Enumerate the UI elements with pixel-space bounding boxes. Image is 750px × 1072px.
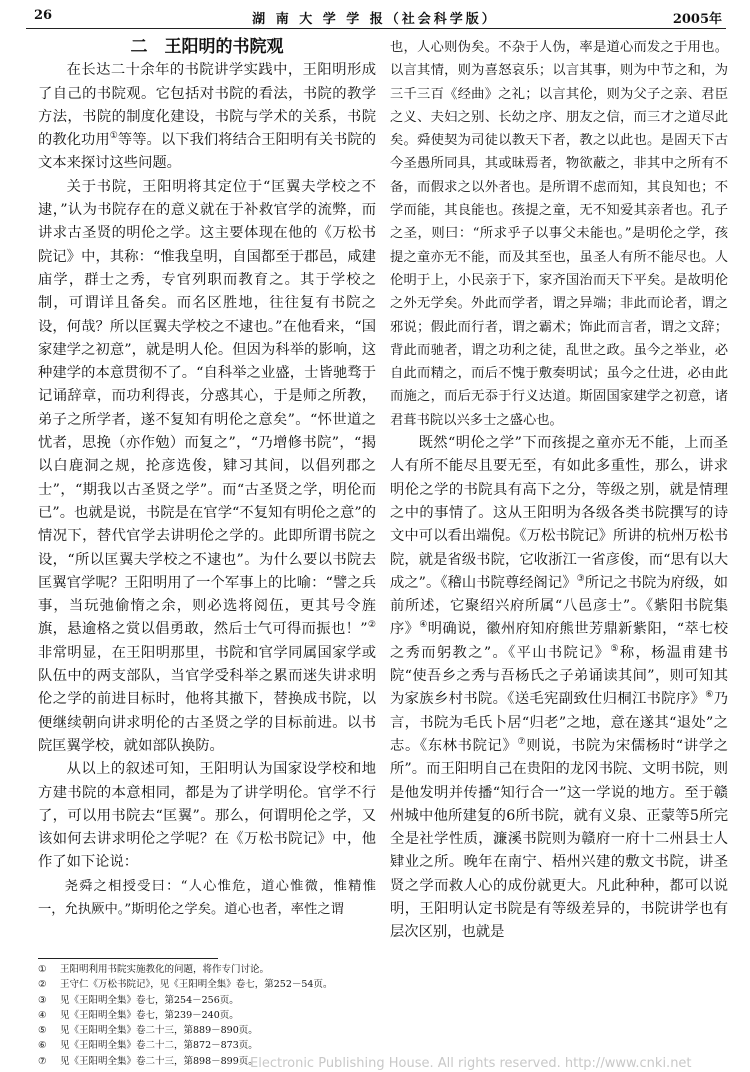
footnote: ⑥ 见《王阳明全集》卷二十二，第872－873页。: [38, 1040, 258, 1052]
page-header: [0, 0, 750, 30]
footnote: ⑦ 见《王阳明全集》卷二十三，第898－899页。: [38, 1055, 258, 1067]
paragraph: 关于书院，王阳明将其定位于“匡翼夫学校之不逮，”认为书院存在的意义就在于补救官学的流弊，而讲求古圣贤的明伦之学。这主要体现在他的《万松书院记》中，其称：“惟我皇明，自国都至于郡邑，咸建庙学，群士之秀，专官列职而教育之。其于学校之制，可谓详且备矣。而名区胜地，往往复有书院之设，何哉？所以匡翼夫学校之不逮也。”在他看来，“国家建学之初意”，就是明人伦。但因为科举的影响，这种建学的本意贯彻不了。“自科举之业盛，士皆驰骛于记诵辞章，而功利得丧，分惑其心，于是师之所教，弟子之所学者，遂不复知有明伦之意矣”。“怀世道之忧者，思挽（亦作勉）而复之”，“乃增修书院”，“揭以白鹿洞之规，抡彦选俊，肄习其间，以倡列郡之士”，“期我以古圣贤之学”。而“古圣贤之学，明伦而已”。也就是说，书院是在官学“不复知有明伦之意”的情况下，替代官学去讲明伦之学的。此即所谓书院之设，“所以匡翼夫学校之不逮也”。为什么要以书院去匡翼官学呢？王阳明用了一个军事上的比喻：“譬之兵事，当玩弛偷惰之余，则必选将阅伍，更其号令旌旗，悬逾格之赏以倡勇敢，然后士气可得而振也！”②非常明显，在王阳明那里，书院和官学同属国家学或队伍中的两支部队，当官学受科举之累而迷失讲求明伦之学的前进目标时，他将其撤下，替换成书院，以便继续朝向讲求明伦的古圣贤之学的目标前进。以书院匡翼学校，就如部队换防。: [38, 178, 376, 754]
footnote-ref[interactable]: ③: [576, 574, 585, 585]
footnote: ④ 见《王阳明全集》卷七，第239－240页。: [38, 1009, 239, 1021]
footnote-divider: [38, 958, 218, 959]
paragraph: 在长达二十余年的书院讲学实践中，王阳明形成了自己的书院观。它包括对书院的看法，书院的教学方法，书院的制度化建设，书院与学术的关系，书院的教化功用①等等。以下我们将结合王阳明有关书院的文本来探讨这些问题。: [38, 62, 377, 172]
footnote-ref[interactable]: ④: [419, 620, 428, 631]
footnotes: [38, 962, 718, 1069]
footnote: ② 王守仁《万松书院记》，见《王阳明全集》卷七，第252－54页。: [38, 979, 333, 991]
page-number: 26: [34, 8, 53, 23]
paragraph: 既然“明伦之学”下而孩提之童亦无不能，上而圣人有所不能尽且要无至，有如此多重性，那么，讲求明伦之学的书院具有高下之分，等级之别，就是情理之中的事情了。这从王阳明为各级各类书院撰写的诗文中可以看出端倪。《万松书院记》所讲的杭州万松书院，就是省级书院，它收浙江一省彦俊，而“思有以大成之”。《稽山书院尊经阁记》③所记之书院为府级，如前所述，它聚绍兴府所属“八邑彦士”。《紫阳书院集序》④明确说，徽州府知府熊世芳鼎新紫阳，“萃七校之秀而躬教之”。《平山书院记》⑤称，杨温甫建书院“使吾乡之秀与吾杨氏之子弟诵读其间”，则可知其为家族乡村书院。《送毛宪副致仕归桐江书院序》⑥乃言，书院为毛氏卜居“归老”之地，意在遂其“退处”之志。《东林书院记》⑦则说，书院为宋儒杨时“讲学之所”。而王阳明自己在贵阳的龙冈书院、文明书院，则是他发明并传播“知行合一”这一学说的地方。至于赣州城中他所建复的6所书院，就有义泉、正蒙等5所完全是社学性质，濂溪书院则为赣府一府十二州县士人肄业之所。晚年在南宁、梧州兴建的敷文书院，讲圣贤之学而救人心的成份就更大。凡此种种，都可以说明，王阳明认定书院是有等级差异的，书院讲学也有层次区别，也就是: [390, 435, 729, 941]
footnote-ref[interactable]: ⑤: [610, 643, 620, 654]
paragraph: 从以上的叙述可知，王阳明认为国家设学校和地方建书院的本意相同，都是为了讲学明伦。官学不行了，可以用书院去“匡翼”。那么，何谓明伦之学，又该如何去讲求明伦之学呢？在《万松书院记》中，他作了如下论说：: [38, 761, 376, 871]
footnote: ③ 见《王阳明全集》卷七，第254－256页。: [38, 994, 239, 1006]
section-title: 二 王阳明的书院观: [130, 37, 284, 57]
publication-year: 2005年: [672, 12, 722, 27]
block-quote: 尧舜之相授受曰：“人心惟危，道心惟微，惟精惟一，允执厥中。”斯明伦之学矣。道心也者，率性之谓: [38, 878, 376, 917]
footnote-ref[interactable]: ②: [367, 620, 376, 631]
right-column: [390, 36, 728, 945]
block-quote-continued: 也，人心则伪矣。不杂于人伪，率是道心而发之于用也。以言其情，则为喜怒哀乐；以言其事，则为中节之和，为三千三百《经曲》之礼；以言其伦，则为父子之亲、君臣之义、夫妇之别、长幼之序、朋友之信，而三才之道尽此矣。舜使契为司徒以教天下者，教之以此也。是固天下古今圣愚所同具，其或昧焉者，物欲蔽之，非其中之所有不备，而假求之以外者也。是所谓不虑而知，其良知也；不学而能，其良能也。孩提之童，无不知爱其亲者也。孔子之圣，则曰：“所求乎子以事父未能也。”是明伦之学，孩提之童亦无不能，而及其至也，虽圣人有所不能尽也。人伦明于上，小民亲于下，家齐国治而天下平矣。是故明伦之外无学矣。外此而学者，谓之异端；非此而论者，谓之邪说；假此而行者，谓之霸术；饰此而言者，谓之文辞；背此而驰者，谓之功利之徒，乱世之政。虽今之举业，必自此而精之，而后不愧于敷奏明试；虽今之仕进，必由此而施之，而后无忝于行义达道。斯固国家建学之初意，诸君葺书院以兴多士之盛心也。: [390, 40, 728, 428]
footnote-ref[interactable]: ①: [109, 131, 118, 142]
journal-title: 湖 南 大 学 学 报（社会科学版）: [252, 12, 498, 27]
header-divider: [26, 28, 726, 29]
footnote: ① 王阳明利用书院实施教化的问题，将作专门讨论。: [38, 964, 270, 975]
footnote: ⑤ 见《王阳明全集》卷二十三，第889－890页。: [38, 1025, 258, 1037]
footnote-ref[interactable]: ⑥: [705, 690, 714, 701]
footnote-ref[interactable]: ⑦: [517, 737, 527, 748]
left-column: [38, 36, 376, 921]
watermark: Electronic Publishing House. All rights reserved. http://www.cnki.net: [250, 1056, 692, 1071]
